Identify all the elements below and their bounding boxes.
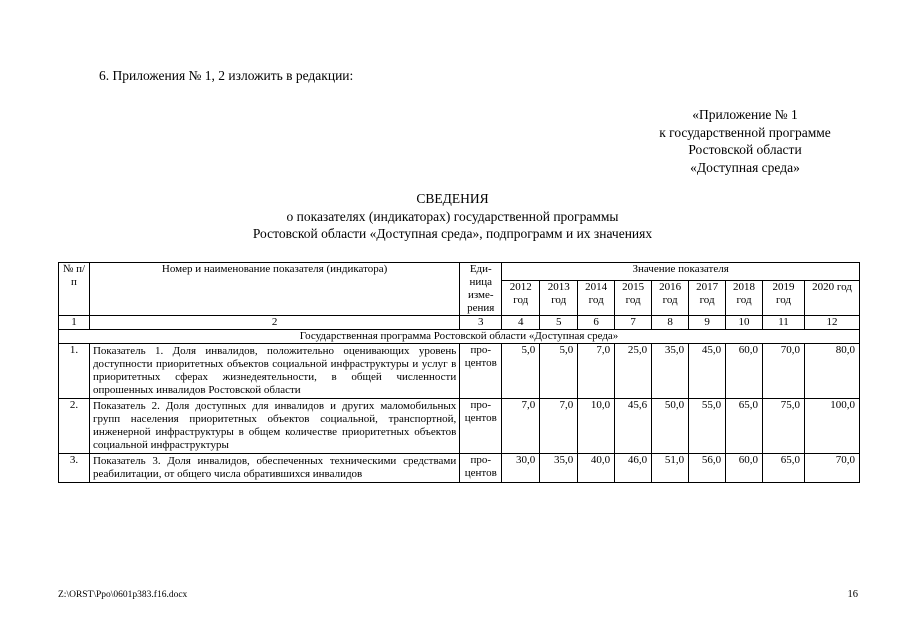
appendix-line-4: «Доступная среда» bbox=[690, 159, 800, 175]
row-unit: про- центов bbox=[460, 454, 502, 483]
column-number: 1 bbox=[59, 316, 90, 330]
header-name: Номер и наименование показателя (индикатора) bbox=[89, 263, 459, 316]
column-numbers-row bbox=[59, 316, 860, 330]
column-number: 7 bbox=[615, 316, 652, 330]
appendix-label bbox=[620, 106, 870, 176]
header-year: 2015 год bbox=[615, 281, 652, 316]
row-value: 35,0 bbox=[540, 454, 578, 483]
row-value: 40,0 bbox=[578, 454, 615, 483]
table-row bbox=[59, 344, 860, 399]
row-value: 7,0 bbox=[502, 399, 540, 454]
column-number: 9 bbox=[689, 316, 726, 330]
row-value: 25,0 bbox=[615, 344, 652, 399]
section-title: Государственная программа Ростовской области «Доступная среда» bbox=[59, 330, 860, 344]
appendix-line-3: Ростовской области bbox=[688, 142, 802, 157]
heading-line-3: Ростовской области «Доступная среда», подпрограмм и их значениях bbox=[252, 226, 653, 241]
row-value: 10,0 bbox=[578, 399, 615, 454]
header-year: 2012 год bbox=[502, 281, 540, 316]
column-number: 12 bbox=[804, 316, 859, 330]
row-value: 50,0 bbox=[652, 399, 689, 454]
header-num: № п/п bbox=[59, 263, 90, 316]
column-number: 3 bbox=[460, 316, 502, 330]
row-value: 55,0 bbox=[689, 399, 726, 454]
section-row bbox=[59, 330, 860, 344]
table-row bbox=[59, 454, 860, 483]
header-year: 2013 год bbox=[540, 281, 578, 316]
indicators-table bbox=[58, 262, 860, 483]
column-number: 4 bbox=[502, 316, 540, 330]
heading-title: СВЕДЕНИЯ bbox=[416, 191, 489, 206]
row-value: 65,0 bbox=[763, 454, 805, 483]
row-value: 30,0 bbox=[502, 454, 540, 483]
header-year: 2017 год bbox=[689, 281, 726, 316]
row-value: 56,0 bbox=[689, 454, 726, 483]
row-value: 70,0 bbox=[763, 344, 805, 399]
row-value: 60,0 bbox=[726, 454, 763, 483]
header-year: 2020 год bbox=[804, 281, 859, 316]
header-row bbox=[59, 263, 860, 281]
row-value: 100,0 bbox=[804, 399, 859, 454]
appendix-line-1: «Приложение № 1 bbox=[692, 107, 798, 122]
row-unit: про- центов bbox=[460, 399, 502, 454]
column-number: 5 bbox=[540, 316, 578, 330]
row-value: 51,0 bbox=[652, 454, 689, 483]
row-value: 7,0 bbox=[578, 344, 615, 399]
row-name: Показатель 3. Доля инвалидов, обеспеченных техническими средствами реабилитации, от общего числа обратившихся инвалидов bbox=[89, 454, 459, 483]
row-value: 5,0 bbox=[502, 344, 540, 399]
row-name: Показатель 1. Доля инвалидов, положительно оценивающих уровень доступности приоритетных объектов социальной инфраструктуры и услуг в приоритетных сферах жизнедеятельности, в общей численности опрошенных инвалидов Ростовской области bbox=[89, 344, 459, 399]
row-value: 60,0 bbox=[726, 344, 763, 399]
row-value: 75,0 bbox=[763, 399, 805, 454]
page-number: 16 bbox=[847, 589, 858, 600]
row-num: 2. bbox=[59, 399, 90, 454]
row-value: 5,0 bbox=[540, 344, 578, 399]
column-number: 8 bbox=[652, 316, 689, 330]
row-value: 80,0 bbox=[804, 344, 859, 399]
header-values-group: Значение показателя bbox=[502, 263, 860, 281]
header-year: 2019 год bbox=[763, 281, 805, 316]
header-year: 2014 год bbox=[578, 281, 615, 316]
column-number: 2 bbox=[89, 316, 459, 330]
heading-line-2: о показателях (индикаторах) государственной программы bbox=[286, 208, 619, 224]
row-value: 65,0 bbox=[726, 399, 763, 454]
row-name: Показатель 2. Доля доступных для инвалидов и других маломобильных групп населения приоритетных объектов социальной, транспортной, инженерной инфраструктуры в общем количестве приоритетных объектов социальной инфраструктуры bbox=[89, 399, 459, 454]
row-unit: про- центов bbox=[460, 344, 502, 399]
header-year: 2016 год bbox=[652, 281, 689, 316]
row-value: 45,6 bbox=[615, 399, 652, 454]
header-year: 2018 год bbox=[726, 281, 763, 316]
column-number: 6 bbox=[578, 316, 615, 330]
row-value: 46,0 bbox=[615, 454, 652, 483]
column-number: 11 bbox=[763, 316, 805, 330]
row-value: 45,0 bbox=[689, 344, 726, 399]
header-unit: Еди- ница изме- рения bbox=[460, 263, 502, 316]
footer-file-path: Z:\ORST\Ppo\0601p383.f16.docx bbox=[58, 590, 188, 600]
intro-paragraph: 6. Приложения № 1, 2 изложить в редакции: bbox=[99, 68, 354, 83]
row-value: 35,0 bbox=[652, 344, 689, 399]
row-value: 70,0 bbox=[804, 454, 859, 483]
row-num: 3. bbox=[59, 454, 90, 483]
row-num: 1. bbox=[59, 344, 90, 399]
row-value: 7,0 bbox=[540, 399, 578, 454]
column-number: 10 bbox=[726, 316, 763, 330]
document-heading bbox=[0, 190, 905, 243]
appendix-line-2: к государственной программе bbox=[659, 124, 831, 140]
table-row bbox=[59, 399, 860, 454]
